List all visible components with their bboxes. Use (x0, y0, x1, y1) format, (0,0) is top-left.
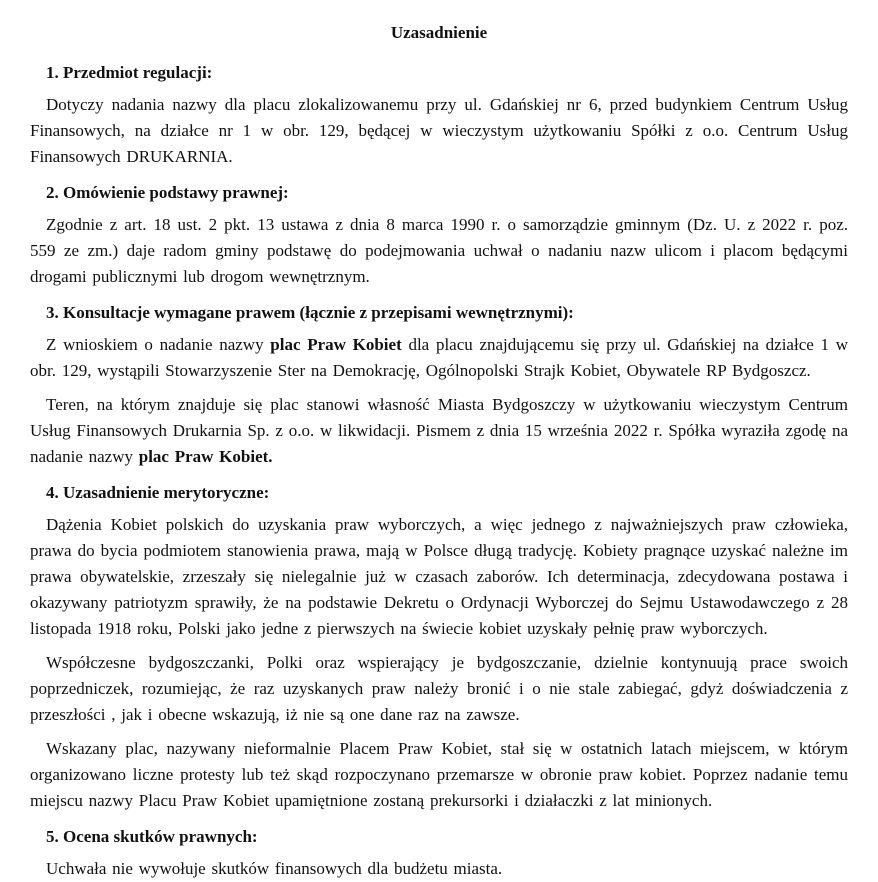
section-4-heading: 4. Uzasadnienie merytoryczne: (46, 483, 270, 502)
text-run: Zgodnie z art. 18 ust. 2 pkt. 13 ustawa z dnia 8 marca 1990 r. o samorządzie gminnym (Dz. U. z 2022 r. poz. 559 ze zm.) daje radom gminy podstawę do podejmowania uchwał o nadaniu nazw ulicom i placom będącymi drogami publicznymi lub drogom wewnętrznym. (30, 215, 848, 286)
section-2-heading: 2. Omówienie podstawy prawnej: (46, 183, 289, 202)
section-3-heading: 3. Konsultacje wymagane prawem (łącznie z przepisami wewnętrznymi): (46, 303, 574, 322)
section-3-paragraph-1 (30, 332, 848, 384)
section-konsultacje (30, 300, 848, 470)
text-run: Teren, na którym znajduje się plac stanowi własność Miasta Bydgoszczy w użytkowaniu wieczystym Centrum Usług Finansowych Drukarnia Sp. z o.o. w likwidacji. Pismem z dnia 15 września 2022 r. Spółka wyraziła zgodę na nadanie nazwy (30, 395, 848, 466)
section-omowienie-podstawy-prawnej (30, 180, 848, 290)
text-run: Dotyczy nadania nazwy dla placu zlokalizowanemu przy ul. Gdańskiej nr 6, przed budynkiem Centrum Usług Finansowych, na działce nr 1 w obr. 129, będącej w wieczystym użytkowaniu Spółki z o.o. Centrum Usług Finansowych DRUKARNIA. (30, 95, 848, 166)
text-run: Z wnioskiem o nadanie nazwy (46, 335, 271, 354)
document-title: Uzasadnienie (390, 23, 488, 42)
text-run: Współczesne bydgoszczanki, Polki oraz wspierający je bydgoszczanie, dzielnie kontynuują prace swoich poprzedniczek, rozumiejąc, że raz uzyskanych praw należy bronić i o nie stale zabiegać, gdyż doświadczenia z przeszłości , jak i obecne wskazują, iż nie są one dane raz na zawsze. (30, 653, 848, 724)
section-5-paragraph-1 (30, 856, 848, 882)
section-5-heading: 5. Ocena skutków prawnych: (46, 827, 258, 846)
text-run: Dążenia Kobiet polskich do uzyskania praw wyborczych, a więc jednego z najważniejszych praw człowieka, prawa do bycia podmiotem stanowienia prawa, mają w Polsce długą tradycję. Kobiety pragnące uzyskać należne im prawa obywatelskie, zrzeszały się nielegalnie już w czasach zaborów. Ich determinacja, zdecydowana postawa i okazywany patriotyzm sprawiły, że na podstawie Dekretu o Ordynacji Wyborczej do Sejmu Ustawodawczego z 28 listopada 1918 roku, Polski jako jedne z pierwszych na świecie kobiet uzyskały pełnię praw wyborczych. (30, 515, 848, 638)
text-run: Uchwała nie wywołuje skutków finansowych dla budżetu miasta. (46, 859, 503, 878)
section-4-paragraph-1 (30, 512, 848, 642)
section-1-heading: 1. Przedmiot regulacji: (46, 63, 213, 82)
section-2-paragraph-1 (30, 212, 848, 290)
section-uzasadnienie-merytoryczne (30, 480, 848, 814)
section-przedmiot-regulacji (30, 60, 848, 170)
section-1-paragraph-1 (30, 92, 848, 170)
section-4-paragraph-2 (30, 650, 848, 728)
text-run: dla placu znajdującemu się przy ul. Gdańskiej na działce 1 w obr. 129, wystąpili Stowarzyszenie Ster na Demokrację, Ogólnopolski Strajk Kobiet, Obywatele RP Bydgoszcz. (30, 335, 848, 380)
section-4-paragraph-3 (30, 736, 848, 814)
bold-text-run-plac-praw-kobiet: plac Praw Kobiet (270, 335, 402, 354)
text-run: Wskazany plac, nazywany nieformalnie Placem Praw Kobiet, stał się w ostatnich latach miejscem, w którym organizowano liczne protesty lub też skąd rozpoczynano przemarsze w obronie praw kobiet. Poprzez nadanie temu miejscu nazwy Placu Praw Kobiet upamiętnione zostaną prekursorki i działaczki z lat minionych. (30, 739, 848, 810)
bold-text-run-plac-praw-kobiet: plac Praw Kobiet. (138, 447, 273, 466)
section-3-paragraph-2 (30, 392, 848, 470)
section-ocena-skutkow-prawnych (30, 824, 848, 882)
